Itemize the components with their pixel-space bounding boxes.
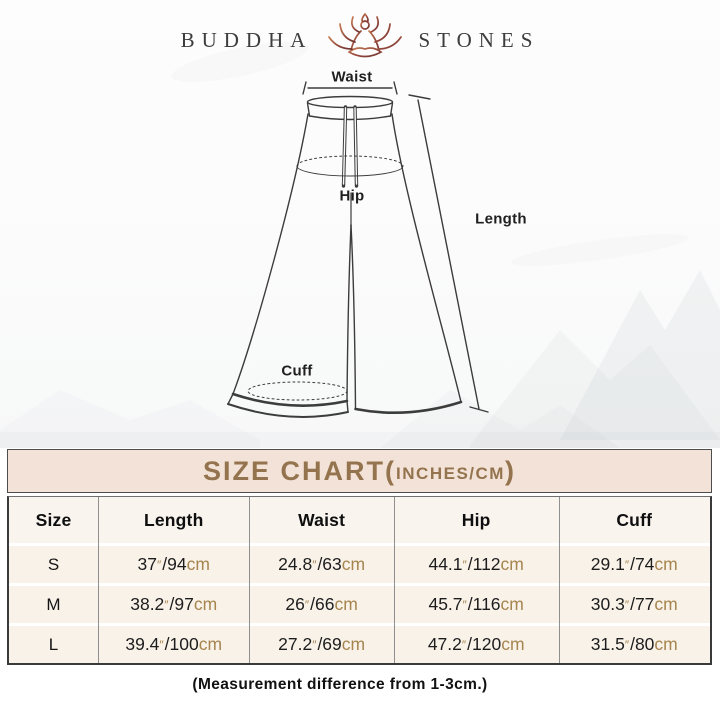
table-row [9,626,710,663]
size-table [7,496,712,665]
hip-label: Hip [339,187,365,205]
size-cell: S [47,554,60,574]
measurement-cell: 29.1 ″ /74 cm [590,554,678,574]
measurement-cell: 30.3 ″ /77 cm [590,594,678,614]
cuff-label: Cuff [281,362,313,380]
table-row [9,586,710,626]
measurement-cell: 31.5 ″ /80 cm [590,634,678,654]
measurement-cell: 38.2 ″ /97 cm [130,594,218,614]
size-chart-title: SIZE CHART( [203,455,397,486]
column-header-hip: Hip [461,509,491,530]
waist-label: Waist [331,68,373,86]
size-cell: L [48,634,59,654]
column-divider [559,497,560,663]
size-table-body [9,546,710,663]
size-chart-title-close: ) [504,455,516,486]
measurement-cell: 27.2 ″ /69 cm [278,634,366,654]
measurement-note: (Measurement difference from 1-3cm.) [192,676,488,693]
column-divider [394,497,395,663]
column-divider [98,497,99,663]
measurement-cell: 24.8 ″ /63 cm [278,554,366,574]
column-header-size: Size [35,509,72,530]
measurement-cell: 44.1 ″ /112 cm [428,554,524,574]
table-header-row [9,497,710,546]
brand-name-right: STONES [418,27,540,52]
measurement-cell: 45.7 ″ /116 cm [428,594,524,614]
measurement-cell: 26 ″ /66 cm [285,594,358,614]
measurement-cell: 39.4 ″ /100 cm [125,634,223,654]
table-row [9,546,710,586]
measurement-cell: 37 ″ /94 cm [137,554,210,574]
column-header-cuff: Cuff [616,509,653,530]
column-header-length: Length [143,509,204,530]
length-label: Length [475,210,527,228]
brand-name-left: BUDDHA [180,27,313,52]
measurement-cell: 47.2 ″ /120 cm [427,634,525,654]
size-chart-title-bar [7,449,712,493]
column-header-waist: Waist [298,509,346,530]
size-cell: M [46,594,61,614]
size-chart-units: INCHES/CM [396,463,505,483]
column-divider [249,497,250,663]
